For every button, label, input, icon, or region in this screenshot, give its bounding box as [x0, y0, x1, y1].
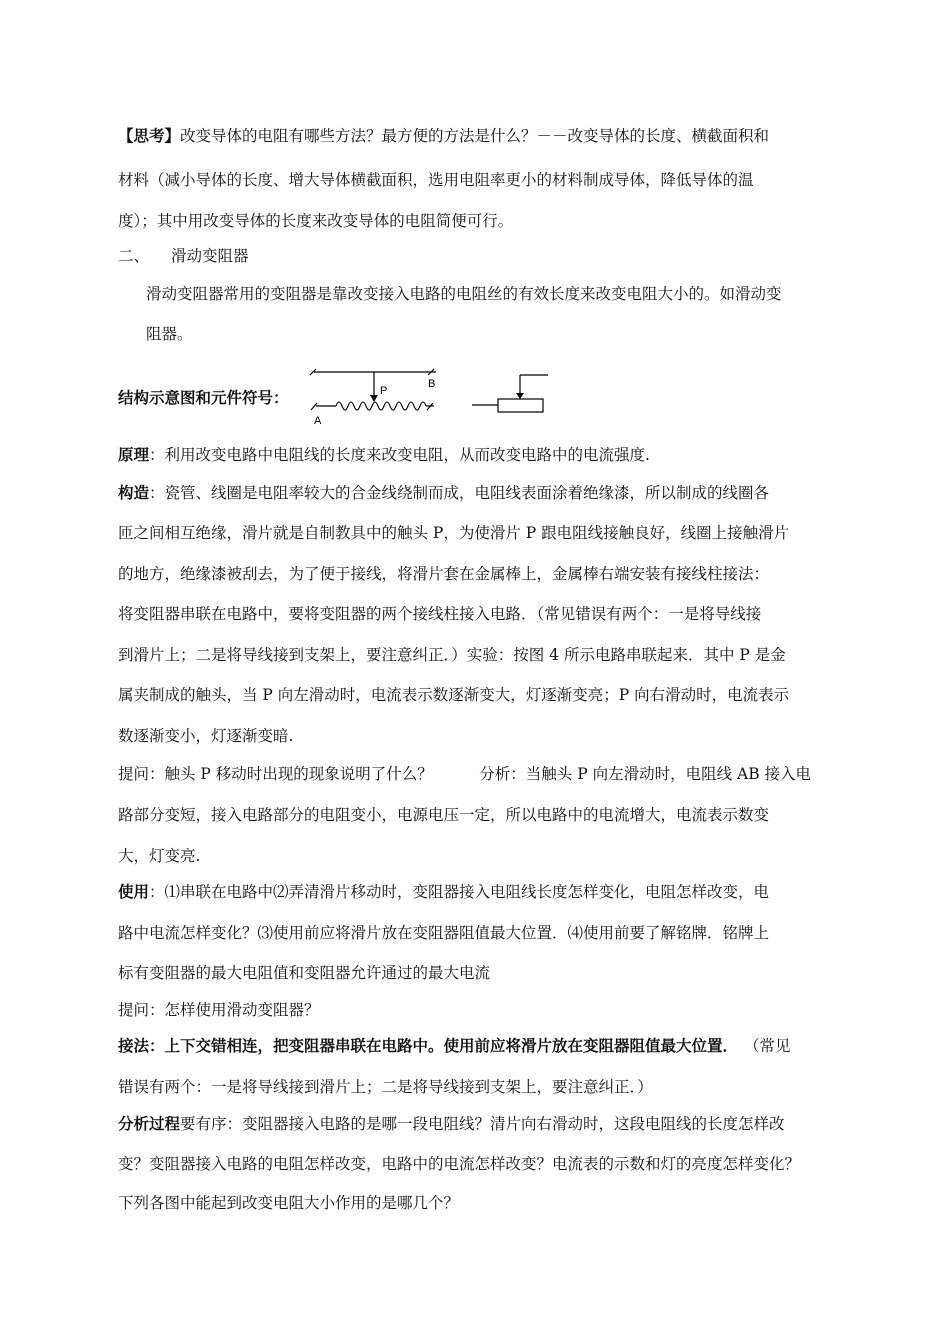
usage-line-1	[118, 882, 769, 902]
rheostat-symbol	[470, 372, 550, 418]
question1-line-2: 路部分变短，接入电路部分的电阻变小，电源电压一定，所以电路中的电流增大，电流表示数变	[118, 806, 770, 824]
construction-line-3: 的地方，绝缘漆被刮去，为了便于接线，将滑片套在金属棒上，金属棒右端安装有接线柱接法：	[118, 565, 770, 583]
wiring-bold: 接法：上下交错相连，把变阻器串联在电路中。使用前应将滑片放在变阻器阻值最大位置．	[118, 1037, 739, 1055]
usage-line-2: 路中电流怎样变化？⑶使用前应将滑片放在变阻器阻值最大位置．⑷使用前要了解铭牌．铭牌上	[118, 924, 770, 942]
analysis-line-2: 变？变阻器接入电路的电阻怎样改变，电路中的电流怎样改变？电流表的示数和灯的亮度怎样变化？	[118, 1155, 801, 1173]
question2-line: 提问：怎样使用滑动变阻器？	[118, 1001, 320, 1019]
section-title: 滑动变阻器	[171, 247, 249, 265]
label-b: B	[428, 378, 436, 390]
construction-line-2: 匝之间相互绝缘，滑片就是自制教具中的触头 P，为使滑片 P 跟电阻线接触良好，线圈上接触滑片	[118, 524, 790, 542]
wiring-line-2: 错误有两个：一是将导线接到滑片上；二是将导线接到支架上，要注意纠正．）	[118, 1078, 653, 1096]
wiring-line-1	[118, 1036, 791, 1056]
construction-line-5: 到滑片上；二是将导线接到支架上，要注意纠正．）实验：按图 4 所示电路串联起来．其中 P 是金	[118, 646, 786, 664]
usage-label: 使用	[118, 883, 150, 901]
section-number: 二、	[118, 247, 150, 265]
wiring-rest: （常见	[744, 1037, 791, 1055]
analysis-label: 分析过程	[118, 1115, 181, 1133]
think-line-2: 材料（减小导体的长度、增大导体横截面积，选用电阻率更小的材料制成导体，降低导体的温	[118, 171, 754, 189]
principle-label: 原理	[118, 446, 150, 464]
principle-text: ：利用改变电路中电阻线的长度来改变电阻，从而改变电路中的电流强度.	[149, 446, 650, 464]
question1-line-3: 大，灯变亮.	[118, 847, 201, 865]
diagram-caption: 结构示意图和元件符号：	[118, 389, 289, 407]
usage-line-3: 标有变阻器的最大电阻值和变阻器允许通过的最大电流	[118, 964, 491, 982]
section-heading	[118, 246, 249, 266]
rheostat-structure-diagram	[300, 366, 450, 426]
construction-line-1	[118, 483, 769, 503]
intro-line-1: 滑动变阻器常用的变阻器是靠改变接入电路的电阻丝的有效长度来改变电阻大小的。如滑动变	[146, 285, 782, 303]
think-text-1: 改变导体的电阻有哪些方法？最方便的方法是什么？－－改变导体的长度、横截面积和	[180, 127, 770, 145]
construction-label: 构造	[118, 484, 150, 502]
analysis-text-1: 要有序：变阻器接入电路的是哪一段电阻线？清片向右滑动时，这段电阻线的长度怎样改	[180, 1115, 785, 1133]
think-label: 【思考】	[118, 127, 181, 145]
usage-text-1: ：⑴串联在电路中⑵弄清滑片移动时，变阻器接入电阻线长度怎样变化，电阻怎样改变，电	[149, 883, 770, 901]
label-a: A	[314, 415, 322, 426]
analysis-line-1	[118, 1114, 785, 1134]
think-line-3: 度）；其中用改变导体的长度来改变导体的电阻简便可行。	[118, 212, 514, 230]
construction-text-1: ：瓷管、线圈是电阻率较大的合金线绕制而成，电阻线表面涂着绝缘漆，所以制成的线圈各	[149, 484, 770, 502]
construction-line-7: 数逐渐变小，灯逐渐变暗.	[118, 727, 294, 745]
construction-line-6: 属夹制成的触头，当 P 向左滑动时，电流表示数逐渐变大，灯逐渐变亮；P 向右滑动时，电流表示	[118, 686, 790, 704]
construction-line-4: 将变阻器串联在电路中，要将变阻器的两个接线柱接入电路．（常见错误有两个：一是将导线接	[118, 605, 762, 623]
question1-line-1: 提问：触头 P 移动时出现的现象说明了什么？ 分析：当触头 P 向左滑动时，电阻线 AB 接入电	[118, 765, 812, 783]
intro-line-2: 阻器。	[146, 325, 193, 343]
label-p: P	[380, 385, 388, 397]
principle-line	[118, 445, 650, 465]
analysis-line-3: 下列各图中能起到改变电阻大小作用的是哪几个？	[118, 1194, 460, 1212]
think-line-1	[118, 126, 769, 146]
